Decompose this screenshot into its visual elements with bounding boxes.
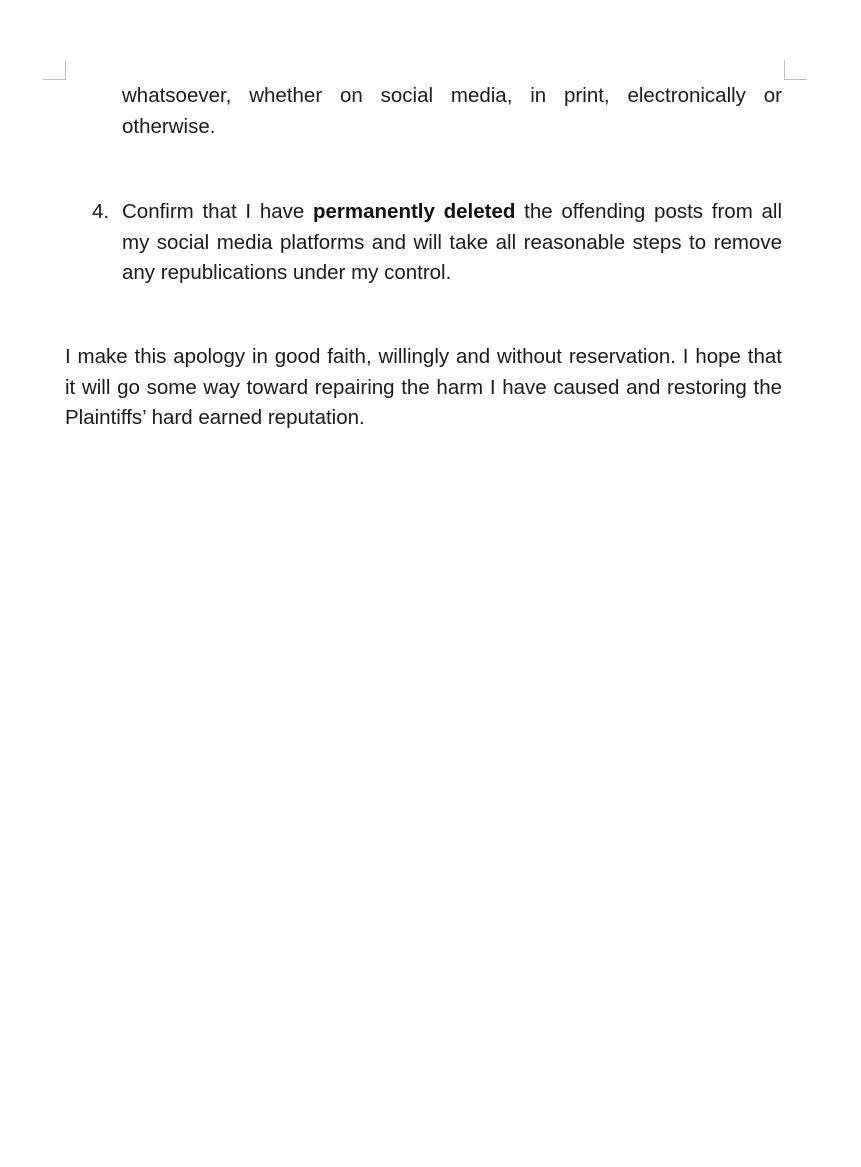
list-item-number: 4. bbox=[92, 200, 110, 223]
closing-paragraph: I make this apology in good faith, willingly and without reservation. I hope that it will go some way toward repairing the harm I have caused and restoring the Plaintiffs’ hard earned reputation. bbox=[65, 345, 782, 429]
bold-emphasis: permanently deleted bbox=[313, 200, 516, 223]
list-item-text bbox=[122, 197, 782, 289]
continuation-paragraph: whatsoever, whether on social media, in print, electronically or otherwise. bbox=[122, 84, 782, 138]
top-right-margin-mark bbox=[784, 60, 807, 80]
top-left-margin-mark bbox=[43, 60, 66, 80]
list-item-text-before: Confirm that I have bbox=[122, 200, 313, 223]
list-item-text-after: the offending posts from all my social media platforms and will take all reasonable steps to remove any republications under my control. bbox=[122, 200, 783, 284]
